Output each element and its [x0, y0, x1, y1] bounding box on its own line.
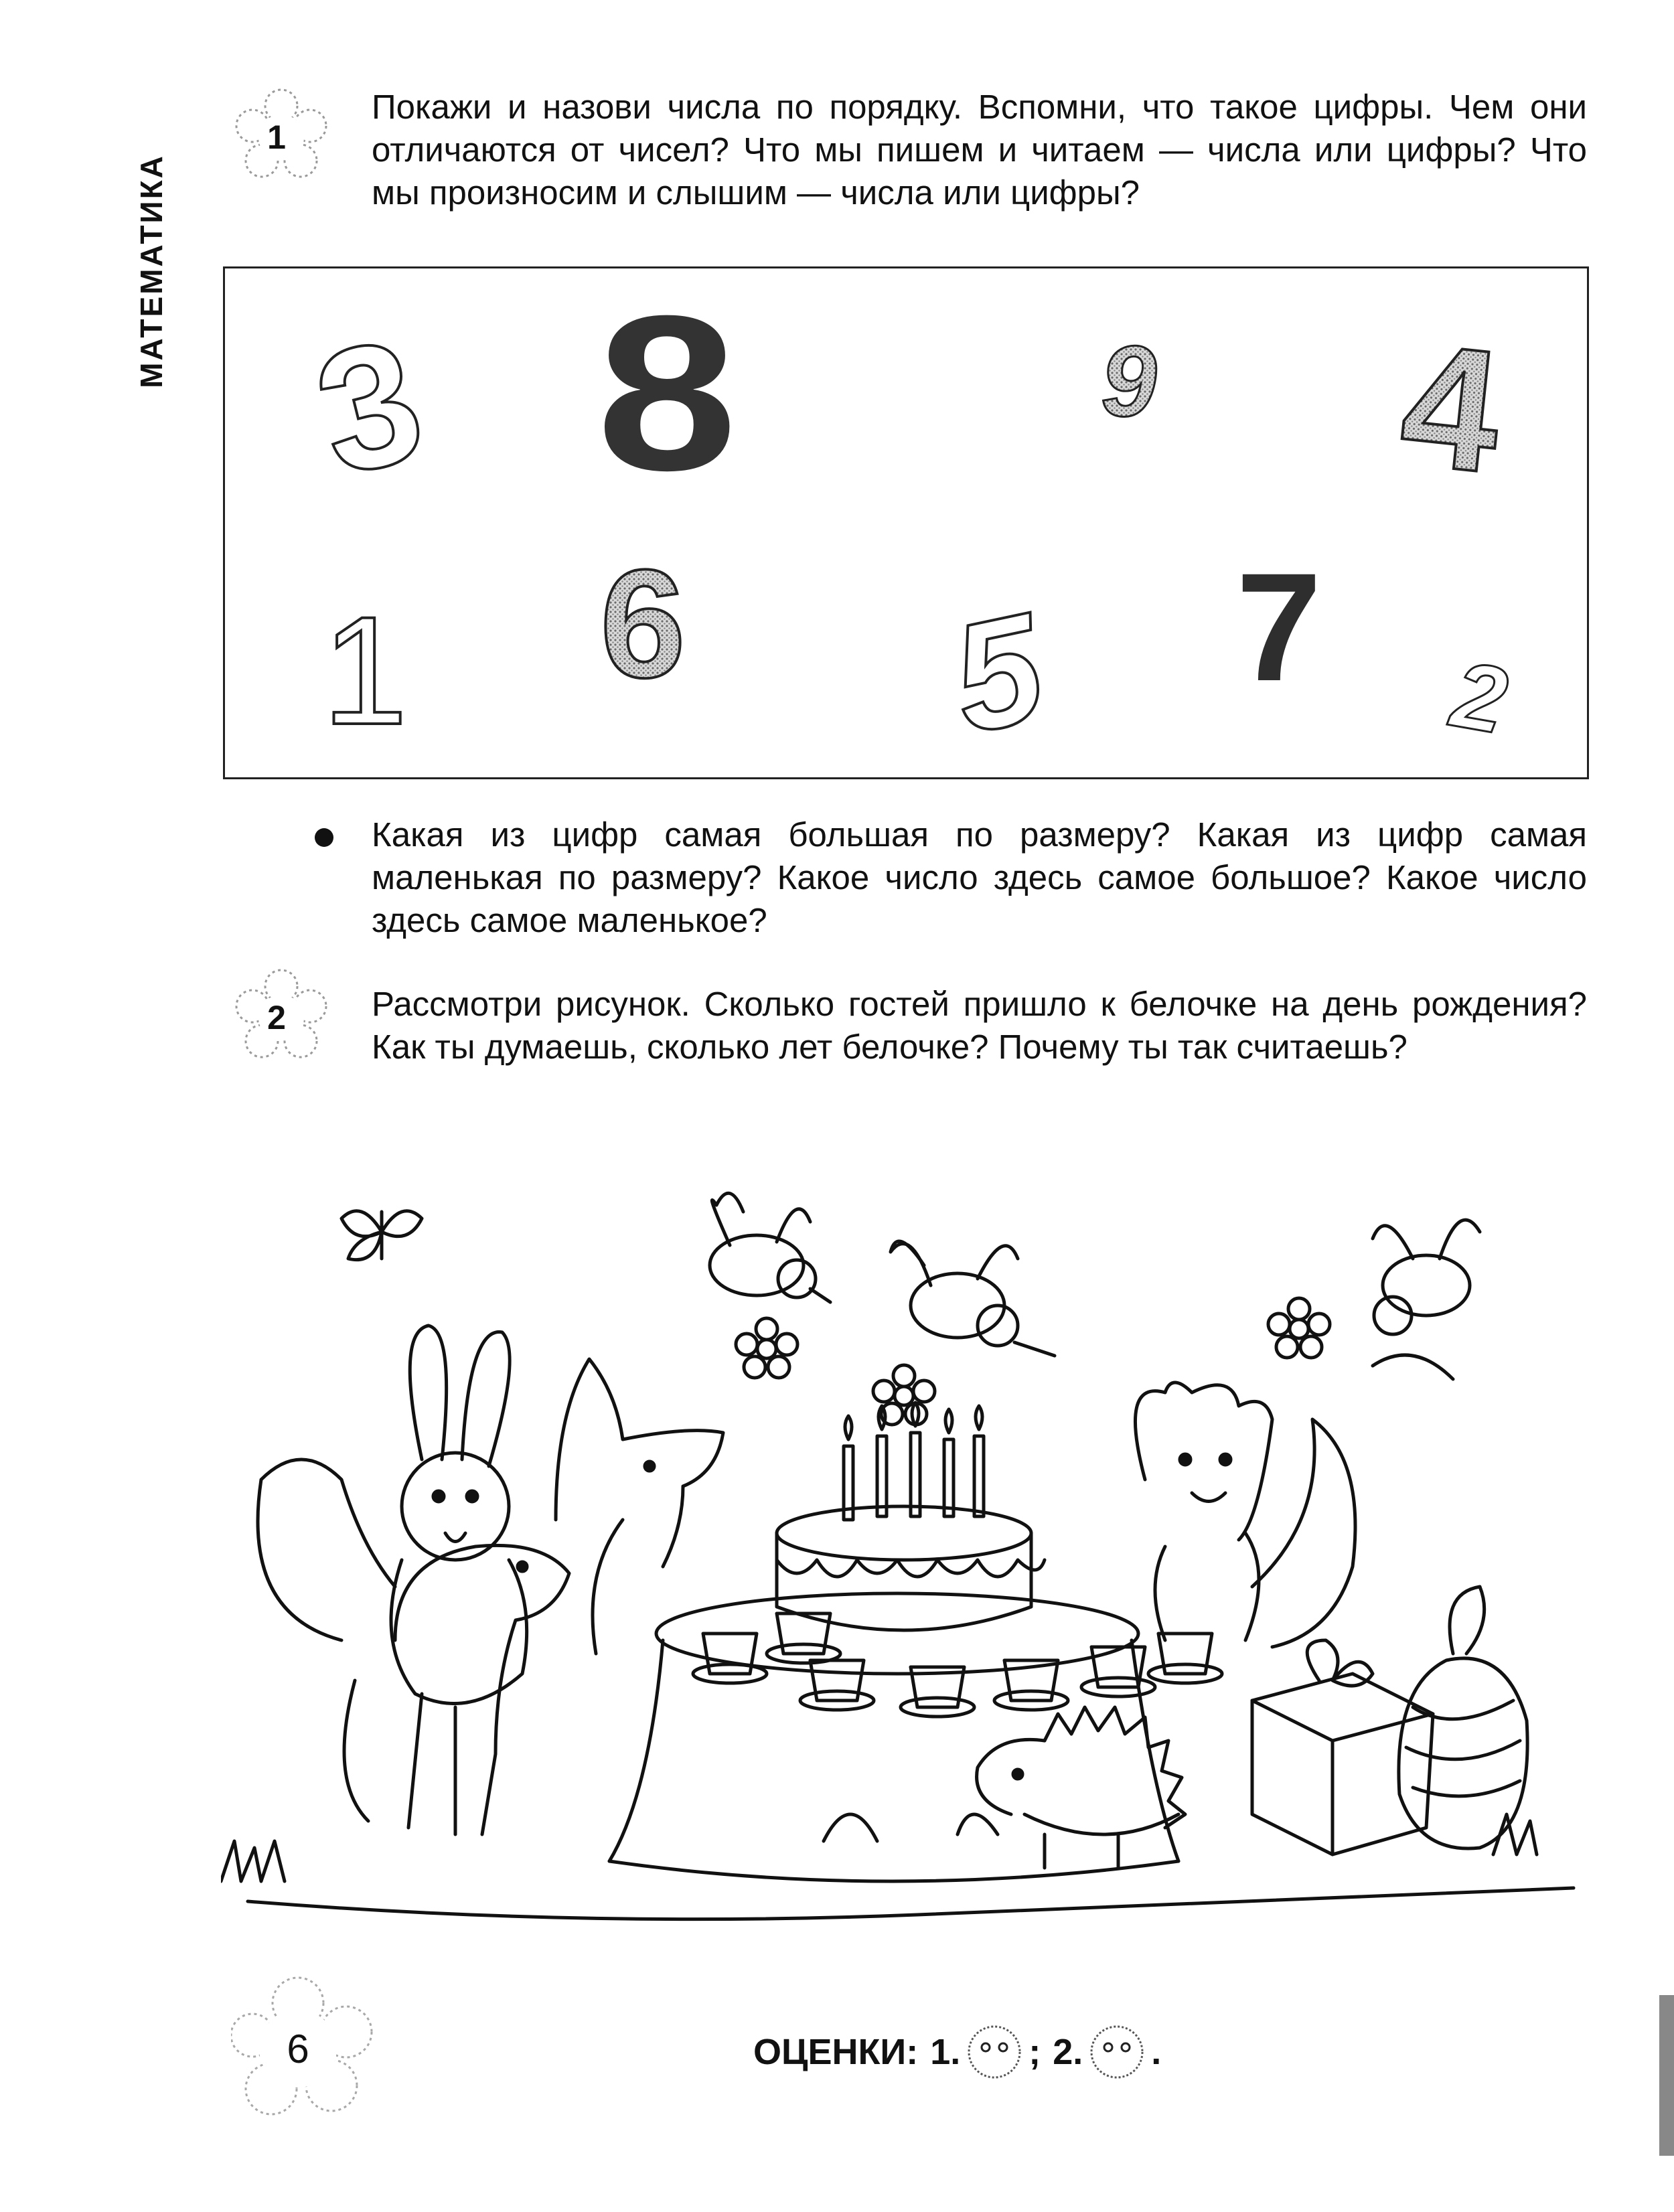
- grade-1-label: 1.: [930, 2032, 961, 2072]
- candle-icon: [877, 1406, 887, 1516]
- smiley-face-icon: [966, 2023, 1023, 2081]
- digit-6: 6: [600, 538, 686, 710]
- flower-icon: [1268, 1298, 1330, 1358]
- bird-icon: [710, 1193, 830, 1302]
- subject-text: МАТЕМАТИКА: [134, 154, 169, 388]
- digit-8: 8: [597, 269, 737, 516]
- bird-icon: [891, 1241, 1055, 1356]
- smiley-face-icon: [1088, 2023, 1146, 2081]
- fox-character: [258, 1459, 569, 1834]
- grades-separator: ;: [1029, 2032, 1041, 2072]
- digit-2: 2: [1444, 641, 1515, 754]
- task-1-badge: [231, 87, 331, 187]
- digit-3: 3: [299, 301, 441, 514]
- grades-row: [753, 2022, 1161, 2082]
- digit-7: 7: [1236, 541, 1322, 713]
- squirrel-character: [1135, 1382, 1355, 1647]
- bird-icon: [1373, 1220, 1480, 1379]
- flower-icon: [736, 1318, 797, 1378]
- grass: [221, 1814, 1537, 1881]
- candle-icon: [844, 1416, 853, 1520]
- page-edge-mark: [1659, 1995, 1674, 2156]
- task-1-text: Покажи и назови числа по порядку. Вспомни, что такое цифры. Чем они отличаются от чисел? Что мы пишем и читаем — числа или цифры? Что мы произносим и слышим — числа или цифры?: [372, 88, 1587, 212]
- cup-icon: [767, 1613, 840, 1663]
- digit-5: 5: [937, 580, 1057, 767]
- cup-icon: [1148, 1634, 1222, 1683]
- table: [609, 1593, 1178, 1881]
- birthday-party-illustration: [221, 1172, 1587, 1962]
- cup-icon: [1081, 1647, 1155, 1696]
- page-number-badge: [231, 1975, 392, 2122]
- grades-label: ОЦЕНКИ:: [753, 2032, 919, 2072]
- subject-label: [131, 141, 171, 402]
- digit-9: 9: [1101, 325, 1157, 437]
- grades-end: .: [1151, 2032, 1162, 2072]
- task-1-number: 1: [267, 118, 286, 156]
- digits-panel: [223, 266, 1589, 779]
- bullet-point: [315, 828, 333, 847]
- hedgehog-character: [977, 1707, 1185, 1868]
- task-2-text: Рассмотри рисунок. Сколько гостей пришло к белочке на день рождения? Как ты думаешь, сколько лет белочке? Почему ты так считаешь?: [372, 985, 1587, 1066]
- butterfly-icon: [341, 1211, 422, 1260]
- task-2-badge: [231, 967, 331, 1068]
- page-number: 6: [287, 2026, 309, 2071]
- flower-icon: [873, 1365, 935, 1425]
- bullet-question-text: Какая из цифр самая большая по размеру? Какая из цифр самая маленькая по размеру? Какое число здесь самое большое? Какое число здесь самое маленькое?: [372, 815, 1587, 939]
- cup-icon: [800, 1660, 874, 1710]
- task-2-number: 2: [267, 999, 286, 1036]
- digit-4: 4: [1393, 307, 1510, 510]
- candle-icon: [944, 1409, 954, 1516]
- digit-1: 1: [322, 584, 408, 757]
- grade-2-label: 2.: [1053, 2032, 1083, 2072]
- candle-icon: [911, 1403, 920, 1516]
- candle-icon: [974, 1406, 984, 1516]
